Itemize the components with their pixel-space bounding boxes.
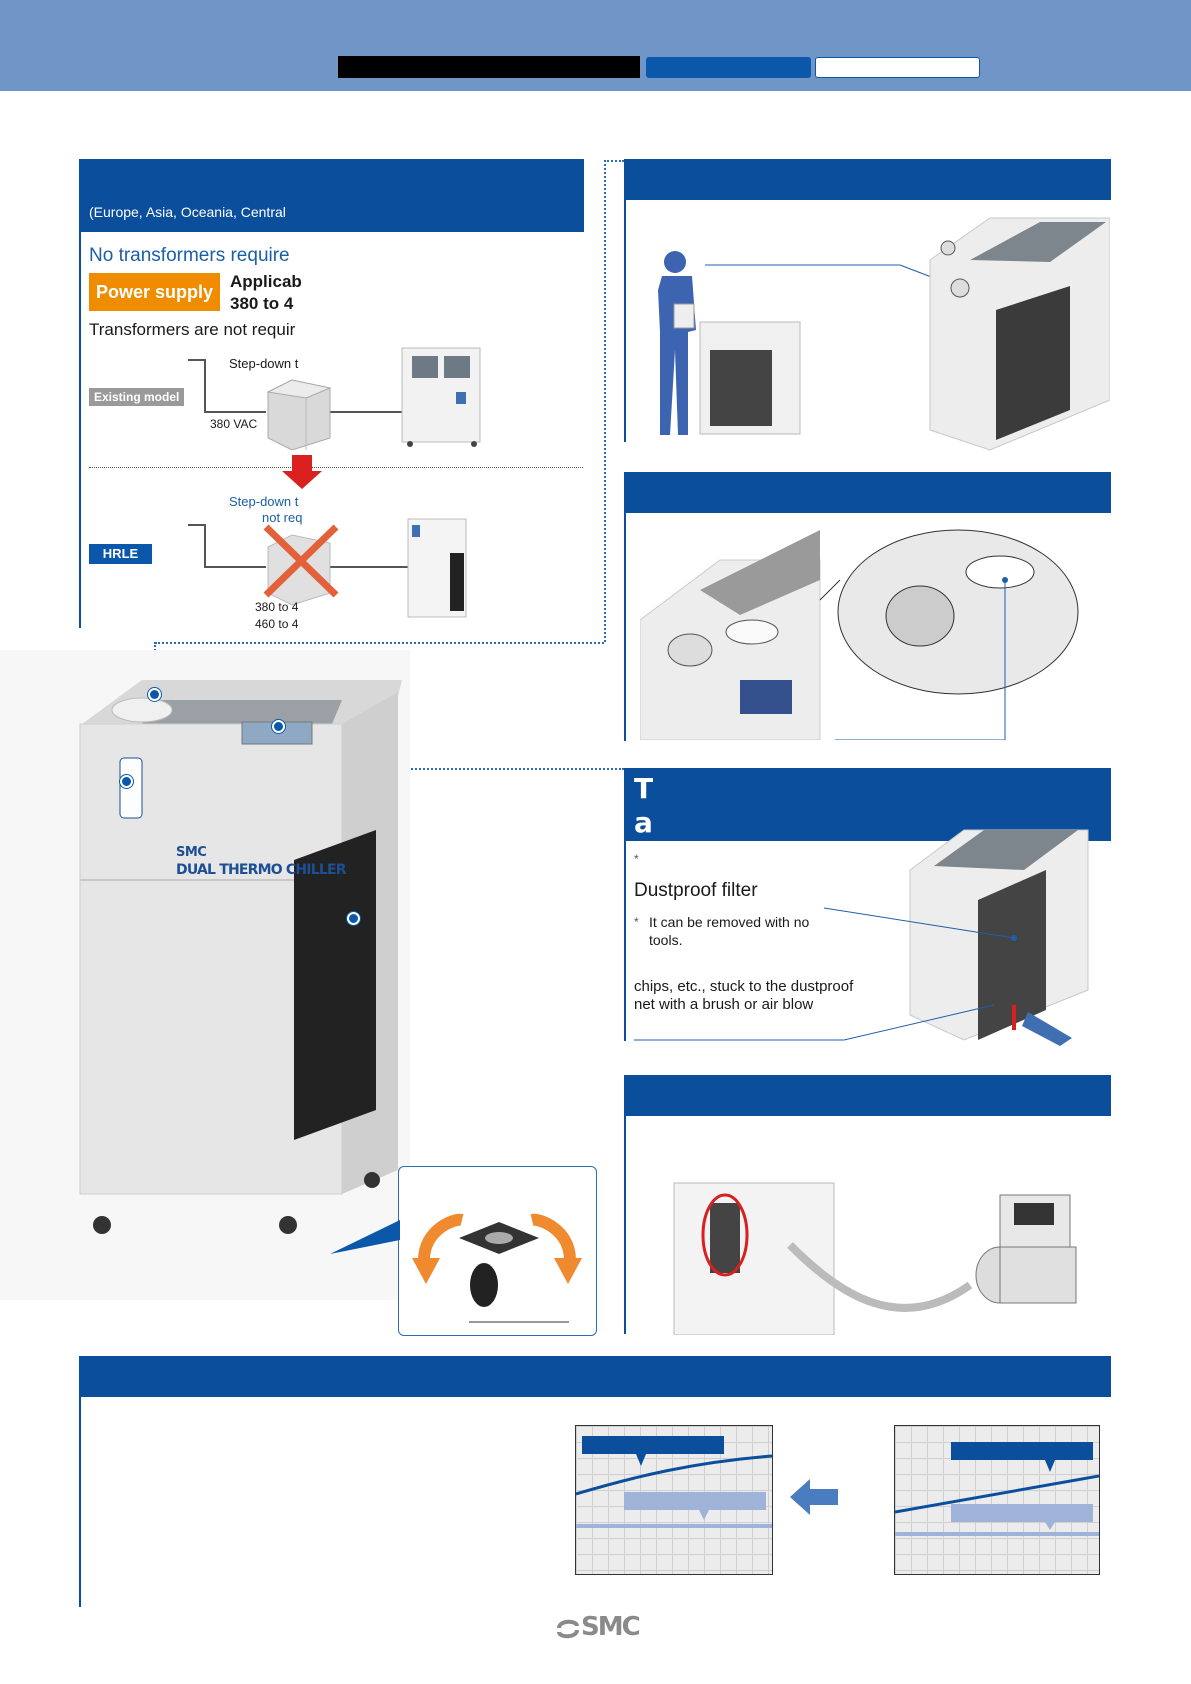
existing-model-badge: Existing model xyxy=(89,388,184,406)
dustproof-filter-title: Dustproof filter xyxy=(634,880,758,901)
existing-voltage: 380 VAC xyxy=(210,417,258,431)
filter-heading-2: a xyxy=(634,806,653,839)
power-heading: No transformers require xyxy=(89,245,290,266)
connector-line-v xyxy=(604,160,606,642)
transformer-box-icon xyxy=(268,380,330,450)
cap-panel-rule xyxy=(624,513,626,741)
callout-dot-filter[interactable] xyxy=(347,912,360,925)
bottom-section-rule xyxy=(79,1397,81,1607)
chart-left xyxy=(575,1425,773,1575)
product-brand: SMC xyxy=(176,845,207,860)
applicable-line-2: 380 to 4 xyxy=(230,294,294,313)
chart-right xyxy=(894,1425,1100,1575)
cap-panel-header xyxy=(624,472,1111,513)
footer-logo-text: SMC xyxy=(581,1612,639,1642)
existing-chiller-icon xyxy=(402,348,480,447)
power-supply-badge: Power supply xyxy=(89,273,220,311)
refill-panel-rule xyxy=(624,200,626,442)
operator-icon xyxy=(658,251,696,435)
callout-dot-gauge[interactable] xyxy=(120,775,133,788)
removed-transformer-icon xyxy=(266,527,336,605)
flow-panel-rule xyxy=(624,1116,626,1334)
flow-panel-header xyxy=(624,1075,1111,1116)
filter-heading-1: T xyxy=(634,772,654,805)
filter-illustration xyxy=(634,790,1114,1050)
product-name: DUAL THERMO CHILLER xyxy=(176,862,346,878)
hrle-wiring-diagram xyxy=(180,515,480,625)
caster-illustration xyxy=(404,1200,590,1330)
smc-logo-icon xyxy=(555,1614,581,1644)
header-tab-white[interactable] xyxy=(815,57,980,78)
filter-note-mark: * xyxy=(634,852,639,866)
refill-illustration xyxy=(630,200,1110,460)
power-section-header xyxy=(79,159,584,232)
existing-wiring-diagram xyxy=(180,340,510,450)
filter-panel-rule xyxy=(624,841,626,1041)
callout-dot-cap[interactable] xyxy=(148,688,161,701)
caster-pointer xyxy=(330,1200,400,1260)
callout-dot-display[interactable] xyxy=(272,720,285,733)
bottom-section-header xyxy=(79,1356,1111,1397)
power-section-rule xyxy=(79,232,81,628)
hrle-transformer-label-1: Step-down t xyxy=(229,494,299,509)
hrle-transformer-label-2: not req xyxy=(262,510,303,525)
refill-panel-header xyxy=(624,159,1111,200)
header-tab-blue[interactable] xyxy=(646,57,811,78)
region-text: (Europe, Asia, Oceania, Central xyxy=(89,204,286,220)
transformers-not-required: Transformers are not requir xyxy=(89,320,296,339)
cap-illustration xyxy=(640,520,1080,740)
chiller-illustration xyxy=(72,680,412,1240)
flow-switch-illustration xyxy=(670,1175,1100,1335)
hrle-voltage-1: 380 to 4 xyxy=(255,600,299,614)
hrle-voltage-2: 460 to 4 xyxy=(255,617,299,631)
filter-maintenance-text: chips, etc., stuck to the dustproof net with a brush or air blow xyxy=(634,978,854,1013)
hrle-chiller-icon xyxy=(408,519,466,617)
compare-arrow-icon xyxy=(790,1477,840,1517)
connector-line-top xyxy=(604,160,624,162)
filter-note-bullet: * xyxy=(634,915,639,929)
header-tab-black[interactable] xyxy=(338,56,640,78)
connector-line-bottom xyxy=(155,642,604,644)
hrle-badge: HRLE xyxy=(89,544,152,564)
existing-transformer-label: Step-down t xyxy=(229,356,299,371)
down-arrow-icon xyxy=(280,455,324,491)
diagram-divider xyxy=(89,467,583,468)
filter-note-text: It can be removed with no tools. xyxy=(649,914,810,948)
applicable-line-1: Applicab xyxy=(230,272,302,291)
